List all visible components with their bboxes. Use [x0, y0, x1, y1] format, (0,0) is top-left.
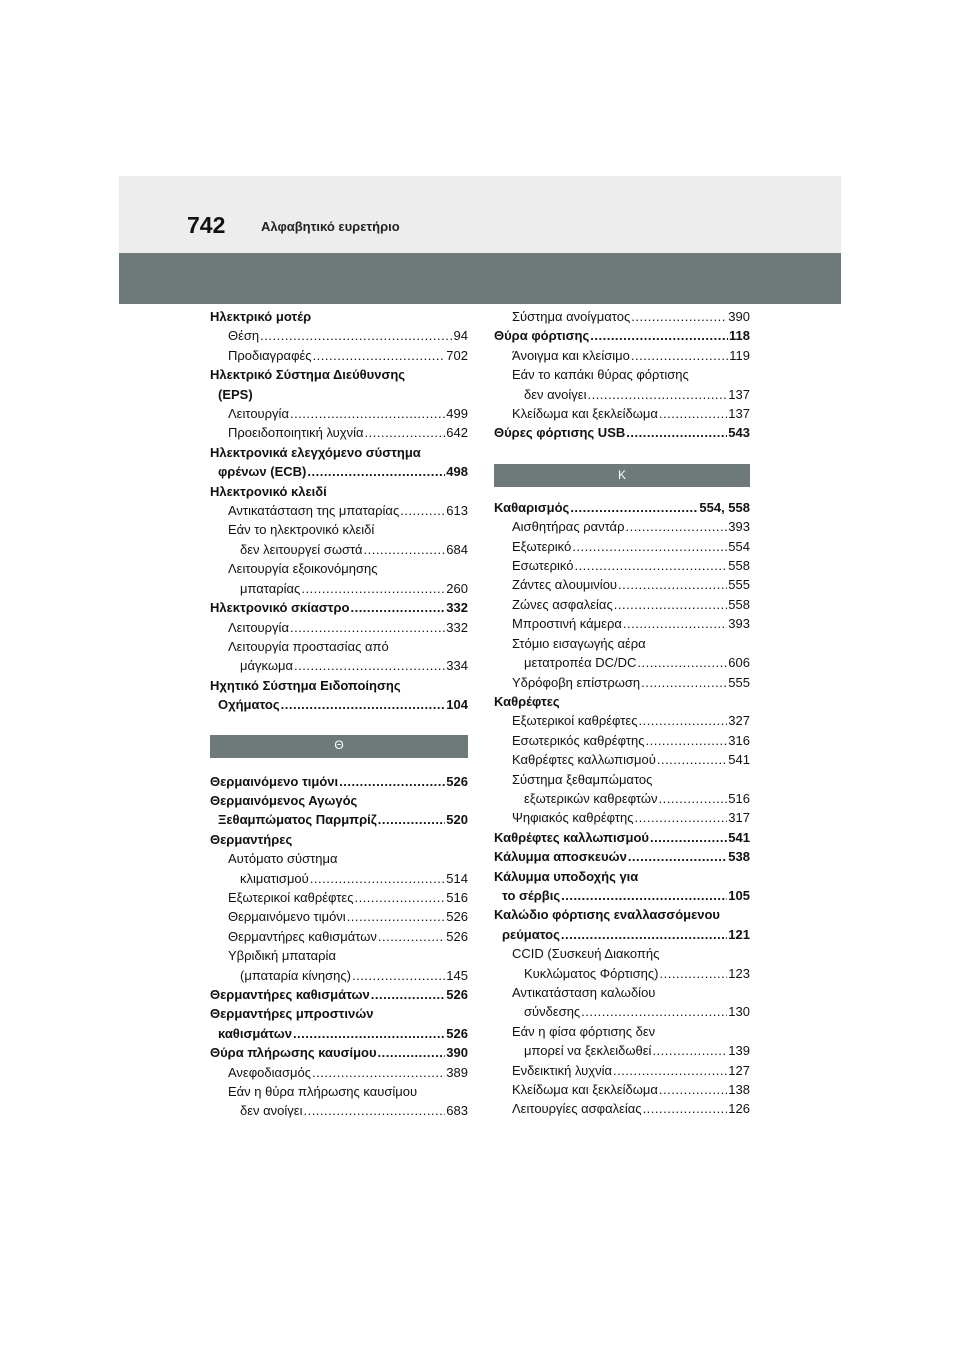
entry-label: Λειτουργία εξοικονόμησης: [228, 561, 378, 577]
index-entry: [494, 326, 750, 345]
entry-label: Ψηφιακός καθρέφτης: [512, 810, 634, 826]
page-ref: 137: [728, 386, 750, 402]
entry-label: Καθαρισμός: [494, 499, 570, 515]
page-ref: 558: [728, 596, 750, 612]
page-ref: 334: [446, 658, 468, 674]
entry-label: Κυκλώματος Φόρτισης): [524, 965, 659, 981]
page-ref: 390: [446, 1045, 468, 1061]
dot-leader: [623, 614, 727, 633]
index-entry: [210, 830, 468, 849]
index-entry: [210, 579, 468, 598]
page-ref: 683: [446, 1103, 468, 1119]
index-entry: [210, 307, 468, 326]
index-entry: [210, 849, 468, 868]
index-entry: [210, 907, 468, 926]
index-entry: [494, 498, 750, 517]
index-entry: [494, 1041, 750, 1060]
index-entry: [210, 946, 468, 965]
page-ref: 702: [446, 347, 468, 363]
index-entry: [494, 634, 750, 653]
header-band: [119, 253, 841, 304]
index-entry: [494, 828, 750, 847]
entry-label: Λειτουργία: [228, 619, 289, 635]
entry-label: Θερμαντήρες: [210, 831, 293, 847]
page-ref: 526: [446, 773, 468, 789]
entry-label: Θερμαντήρες καθισμάτων: [210, 987, 370, 1002]
page-ref: 606: [728, 655, 750, 671]
page-ref: 499: [446, 406, 468, 422]
page-ref: 145: [446, 967, 468, 983]
index-entry: [210, 540, 468, 559]
page-ref: 558: [728, 558, 750, 574]
index-entry: [210, 791, 468, 810]
index-entry: [210, 443, 468, 462]
page-ref: 389: [446, 1064, 468, 1080]
index-entry: [210, 888, 468, 907]
page-ref: 642: [446, 425, 468, 441]
dot-leader: [572, 537, 727, 556]
index-entry: [494, 886, 750, 905]
page-ref: 123: [728, 965, 750, 981]
index-entry: [494, 423, 750, 442]
page-ref: 684: [446, 541, 468, 557]
dot-leader: [347, 907, 446, 926]
index-entry: [494, 964, 750, 983]
entry-label: Ηλεκτρονικά ελεγχόμενο σύστημα: [210, 444, 421, 460]
index-entry: [210, 482, 468, 501]
page-ref: 119: [729, 347, 750, 363]
index-entry: [494, 711, 750, 730]
page-ref: 104: [446, 697, 468, 713]
dot-leader: [590, 326, 728, 345]
dot-leader: [637, 653, 727, 672]
index-entry: [210, 676, 468, 695]
index-entry: [210, 404, 468, 423]
dot-leader: [301, 579, 445, 598]
index-entry: [494, 905, 750, 924]
index-entry: [494, 1080, 750, 1099]
index-entry: [494, 983, 750, 1002]
entry-label: Θύρες φόρτισης USB: [494, 425, 626, 441]
dot-leader: [614, 595, 728, 614]
entry-label: σύνδεσης: [524, 1004, 581, 1020]
entry-label: Λειτουργία: [228, 406, 289, 422]
page-ref: 516: [728, 790, 750, 806]
entry-label: Ξεθαμπώματος Παρμπρίζ: [218, 812, 377, 828]
entry-label: Καθρέφτες καλλωπισμού: [512, 752, 656, 768]
page-ref: 94: [453, 328, 468, 344]
entry-label: Καλώδιο φόρτισης εναλλασσόμενου: [494, 907, 720, 923]
entry-label: Εάν η φίσα φόρτισης δεν: [512, 1023, 656, 1039]
entry-label: Θερμαντήρες μπροστινών: [210, 1006, 374, 1022]
entry-label: Ηλεκτρικό μοτέρ: [210, 309, 312, 324]
entry-label: Στόμιο εισαγωγής αέρα: [512, 635, 646, 651]
page-ref: 327: [728, 713, 750, 729]
entry-label: μπορεί να ξεκλειδωθεί: [524, 1043, 652, 1059]
index-entry: [210, 656, 468, 675]
dot-leader: [365, 423, 446, 442]
entry-label: δεν ανοίγει: [524, 386, 587, 402]
entry-label: μπαταρίας: [240, 580, 301, 596]
page-ref: 139: [728, 1043, 750, 1059]
page-ref: 138: [728, 1082, 750, 1098]
page-ref: 317: [728, 810, 750, 826]
entry-label: Αυτόματο σύστημα: [228, 851, 338, 867]
entry-label: μετατροπέα DC/DC: [524, 655, 637, 671]
index-entry: [210, 462, 468, 481]
entry-label: Θύρα φόρτισης: [494, 328, 590, 344]
page-ref: 393: [728, 519, 750, 535]
index-entry: [210, 326, 468, 345]
dot-leader: [618, 575, 727, 594]
entry-label: Κάλυμμα αποσκευών: [494, 849, 627, 865]
index-entry: [494, 944, 750, 963]
index-entry: [494, 575, 750, 594]
entry-label: εξωτερικών καθρεφτών: [524, 790, 658, 806]
index-entry: [494, 595, 750, 614]
entry-label: Λειτουργίες ασφαλείας: [512, 1101, 642, 1117]
dot-leader: [659, 964, 727, 983]
entry-label: Καθρέφτες καλλωπισμού: [494, 829, 649, 845]
dot-leader: [339, 772, 445, 791]
index-entry: [494, 925, 750, 944]
dot-leader: [352, 966, 445, 985]
entry-label: δεν ανοίγει: [240, 1103, 303, 1119]
dot-leader: [659, 1080, 727, 1099]
entry-label: Σύστημα ανοίγματος: [512, 309, 631, 324]
entry-label: Υδρόφοβη επίστρωση: [512, 674, 641, 690]
page-ref: 538: [728, 849, 750, 865]
dot-leader: [631, 307, 727, 326]
dot-leader: [313, 346, 446, 365]
index-entry: [494, 385, 750, 404]
page-ref: 520: [446, 812, 468, 828]
index-entry: [210, 1024, 468, 1043]
index-entry: [210, 1101, 468, 1120]
dot-leader: [294, 656, 445, 675]
entry-label: Αισθητήρας ραντάρ: [512, 519, 625, 535]
dot-leader: [613, 1061, 727, 1080]
index-entry: [494, 307, 750, 326]
entry-label: καθισμάτων: [218, 1025, 292, 1041]
index-entry: [494, 1002, 750, 1021]
index-entry: [210, 1063, 468, 1082]
index-entry: [494, 1022, 750, 1041]
dot-leader: [628, 847, 727, 866]
index-entry: [210, 1082, 468, 1101]
dot-leader: [303, 1101, 445, 1120]
dot-leader: [371, 985, 446, 1004]
entry-label: Ηλεκτρικό Σύστημα Διεύθυνσης: [210, 367, 406, 383]
entry-label: (EPS): [218, 386, 253, 402]
index-entry: [210, 346, 468, 365]
page-ref: 516: [446, 889, 468, 905]
index-column-right: [494, 307, 750, 1119]
dot-leader: [350, 598, 445, 617]
entry-label: Εσωτερικός καθρέφτης: [512, 732, 645, 748]
entry-label: Εσωτερικό: [512, 558, 574, 574]
index-entry: [494, 517, 750, 536]
index-entry: [494, 1099, 750, 1118]
dot-leader: [652, 1041, 727, 1060]
index-entry: [210, 869, 468, 888]
entry-label: Καθρέφτες: [494, 693, 560, 709]
entry-label: Εάν η θύρα πλήρωσης καυσίμου: [228, 1084, 418, 1100]
page-header: [119, 176, 841, 253]
dot-leader: [631, 346, 728, 365]
page-ref: 514: [446, 870, 468, 886]
index-entry: [210, 365, 468, 384]
dot-leader: [281, 695, 446, 714]
entry-label: δεν λειτουργεί σωστά: [240, 541, 363, 557]
page-number: 742: [187, 212, 226, 238]
dot-leader: [378, 927, 445, 946]
entry-label: Εάν το καπάκι θύρας φόρτισης: [512, 367, 689, 383]
entry-label: Θέση: [228, 328, 260, 344]
entry-label: Οχήματος: [218, 697, 280, 713]
page-ref: 541: [728, 829, 750, 845]
dot-leader: [650, 828, 727, 847]
entry-label: Εξωτερικοί καθρέφτες: [512, 713, 638, 729]
page-ref: 332: [446, 619, 468, 635]
index-entry: [210, 772, 468, 791]
index-entry: [494, 537, 750, 556]
entry-label: μάγκωμα: [240, 658, 294, 674]
entry-label: Εάν το ηλεκτρονικό κλειδί: [228, 522, 375, 538]
dot-leader: [378, 1043, 446, 1062]
header-title: Αλφαβητικό ευρετήριο: [261, 219, 400, 234]
entry-label: κλιματισμού: [240, 870, 309, 886]
dot-leader: [290, 618, 445, 637]
index-entry: [210, 618, 468, 637]
dot-leader: [290, 404, 445, 423]
dot-leader: [659, 789, 728, 808]
index-entry: [210, 520, 468, 539]
page-ref: 543: [728, 425, 750, 441]
entry-label: Ζώνες ασφαλείας: [512, 596, 613, 612]
entry-label: Μπροστινή κάμερα: [512, 616, 622, 632]
entry-label: Αντικατάσταση της μπαταρίας: [228, 503, 400, 519]
dot-leader: [581, 1002, 727, 1021]
index-entry: [210, 1043, 468, 1062]
entry-label: CCID (Συσκευή Διακοπής: [512, 946, 660, 962]
index-entry: [494, 1061, 750, 1080]
dot-leader: [312, 1063, 445, 1082]
page-ref: 105: [728, 887, 750, 903]
entry-label: φρένων (ECB): [218, 464, 307, 480]
index-entry: [494, 731, 750, 750]
dot-leader: [626, 423, 727, 442]
dot-leader: [400, 501, 445, 520]
entry-label: Κλείδωμα και ξεκλείδωμα: [512, 406, 658, 422]
index-entry: [494, 653, 750, 672]
page-ref: 555: [728, 674, 750, 690]
page-ref: 260: [446, 580, 468, 596]
dot-leader: [635, 808, 728, 827]
dot-leader: [641, 673, 727, 692]
section-header: Θ: [210, 735, 468, 758]
dot-leader: [561, 925, 727, 944]
page-ref: 118: [729, 328, 750, 344]
entry-label: Προειδοποιητική λυχνία: [228, 425, 364, 441]
index-entry: [494, 808, 750, 827]
index-entry: [210, 695, 468, 714]
index-entry: [494, 750, 750, 769]
page-ref: 613: [446, 503, 468, 519]
page-ref: 526: [446, 928, 468, 944]
page-ref: 137: [728, 406, 750, 422]
index-entry: [210, 559, 468, 578]
index-entry: [210, 385, 468, 404]
index-entry: [210, 966, 468, 985]
dot-leader: [587, 385, 727, 404]
page-ref: 130: [728, 1004, 750, 1020]
dot-leader: [645, 731, 727, 750]
index-entry: [210, 985, 468, 1004]
section-header: Κ: [494, 464, 750, 487]
dot-leader: [561, 886, 727, 905]
dot-leader: [638, 711, 727, 730]
entry-label: Εξωτερικό: [512, 538, 572, 554]
entry-label: Θερμαινόμενος Αγωγός: [210, 792, 358, 808]
dot-leader: [293, 1024, 445, 1043]
entry-label: το σέρβις: [502, 887, 561, 903]
entry-label: Ηχητικό Σύστημα Ειδοποίησης: [210, 677, 401, 693]
index-entry: [210, 810, 468, 829]
dot-leader: [574, 556, 727, 575]
page-ref: 498: [446, 464, 468, 480]
dot-leader: [260, 326, 452, 345]
dot-leader: [643, 1099, 728, 1118]
entry-label: Αντικατάσταση καλωδίου: [512, 985, 656, 1000]
entry-label: Ενδεικτική λυχνία: [512, 1062, 612, 1078]
index-entry: [494, 556, 750, 575]
entry-label: Ανεφοδιασμός: [228, 1064, 312, 1080]
page-ref: 526: [446, 987, 468, 1002]
page-ref: 555: [728, 577, 750, 593]
dot-leader: [310, 869, 446, 888]
dot-leader: [378, 810, 446, 829]
dot-leader: [354, 888, 445, 907]
entry-label: ρεύματος: [502, 926, 560, 942]
dot-leader: [657, 750, 727, 769]
page-ref: 554, 558: [699, 499, 750, 515]
page-ref: 393: [728, 616, 750, 632]
index-entry: [494, 673, 750, 692]
page-ref: 554: [728, 538, 750, 554]
entry-label: Κάλυμμα υποδοχής για: [494, 868, 639, 884]
entry-label: Θερμαινόμενο τιμόνι: [210, 773, 339, 789]
entry-label: Θερμαντήρες καθισμάτων: [228, 928, 377, 944]
entry-label: (μπαταρία κίνησης): [240, 967, 351, 983]
page-ref: 121: [728, 926, 750, 942]
entry-label: Κλείδωμα και ξεκλείδωμα: [512, 1082, 658, 1098]
index-entry: [494, 789, 750, 808]
index-entry: [210, 598, 468, 617]
entry-label: Ζάντες αλουμινίου: [512, 577, 618, 593]
dot-leader: [307, 462, 445, 481]
index-column-left: [210, 307, 468, 1121]
index-entry: [210, 1004, 468, 1023]
entry-label: Ηλεκτρονικό κλειδί: [210, 483, 327, 499]
page-ref: 127: [728, 1062, 750, 1078]
index-entry: [210, 423, 468, 442]
entry-label: Σύστημα ξεθαμπώματος: [512, 771, 653, 787]
page-ref: 126: [728, 1101, 750, 1117]
dot-leader: [659, 404, 727, 423]
index-entry: [210, 927, 468, 946]
entry-label: Λειτουργία προστασίας από: [228, 638, 389, 654]
index-entry: [494, 770, 750, 789]
index-entry: [210, 501, 468, 520]
index-entry: [210, 637, 468, 656]
index-entry: [494, 365, 750, 384]
entry-label: Θύρα πλήρωσης καυσίμου: [210, 1045, 377, 1061]
page-ref: 316: [728, 732, 750, 748]
dot-leader: [570, 498, 698, 517]
entry-label: Ηλεκτρονικό σκίαστρο: [210, 600, 350, 616]
index-entry: [494, 346, 750, 365]
index-entry: [494, 404, 750, 423]
entry-label: Θερμαινόμενο τιμόνι: [228, 909, 346, 925]
page-ref: 541: [728, 752, 750, 768]
entry-label: Προδιαγραφές: [228, 347, 312, 363]
index-entry: [494, 614, 750, 633]
index-entry: [494, 847, 750, 866]
entry-label: Υβριδική μπαταρία: [228, 948, 336, 964]
index-entry: [494, 867, 750, 886]
page-ref: 332: [446, 600, 468, 616]
entry-label: Άνοιγμα και κλείσιμο: [512, 347, 630, 363]
dot-leader: [363, 540, 445, 559]
entry-label: Εξωτερικοί καθρέφτες: [228, 889, 354, 905]
page-ref: 390: [728, 309, 750, 324]
page-ref: 526: [446, 909, 468, 925]
page-ref: 526: [446, 1025, 468, 1041]
dot-leader: [625, 517, 727, 536]
index-entry: [494, 692, 750, 711]
